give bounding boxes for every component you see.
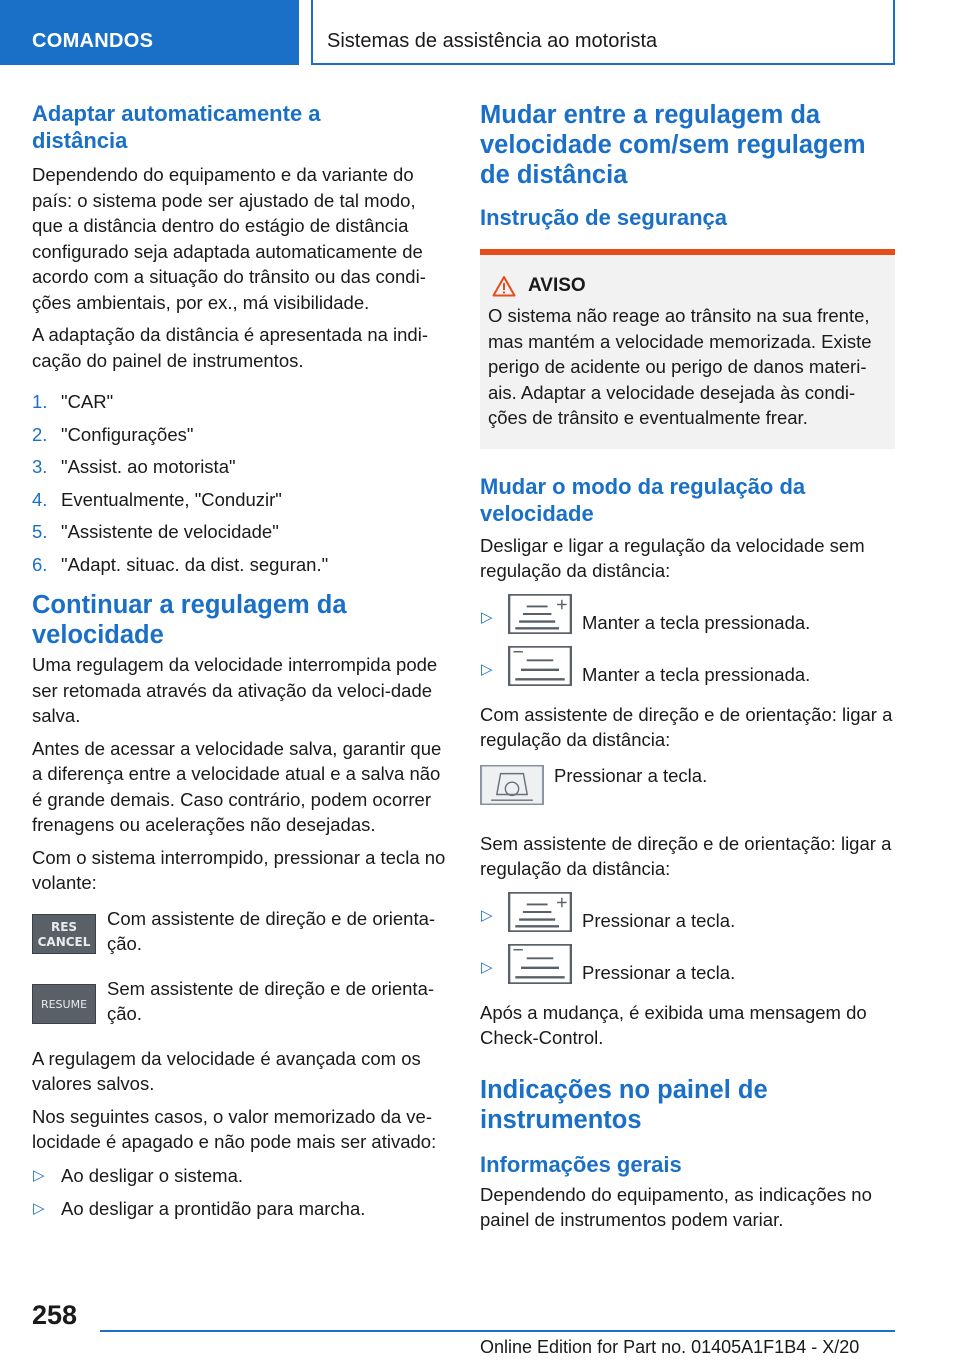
list-item: 4. Eventualmente, "Conduzir" bbox=[32, 488, 282, 510]
key-row-hold-1: ▷ Manter a tecla pressionada. bbox=[480, 594, 896, 646]
footer-divider bbox=[100, 1330, 895, 1332]
key-row-press-b: ▷ Pressionar a tecla. bbox=[480, 892, 896, 944]
key-description: Com assistente de direção e de orienta-ção. bbox=[107, 907, 436, 954]
distance-plus-key-icon bbox=[508, 892, 572, 932]
key-description: Sem assistente de direção e de orienta-ção. bbox=[107, 977, 435, 1024]
edition-note: Online Edition for Part no. 01405A1F1B4 - X/20 bbox=[480, 1337, 860, 1357]
instruction: Pressionar a tecla. bbox=[582, 961, 736, 983]
paragraph: Após a mudança, é exibida uma mensagem do Check-Control. bbox=[480, 1001, 867, 1048]
list-item: 5. "Assistente de velocidade" bbox=[32, 521, 279, 542]
resume-key-icon: RESUME bbox=[32, 984, 96, 1024]
instruction: Pressionar a tecla. bbox=[582, 909, 736, 931]
list-item: ▷ Ao desligar o sistema. bbox=[33, 1164, 244, 1186]
warning-title: AVISO bbox=[492, 275, 887, 297]
paragraph: A regulagem da velocidade é avançada com os valores salvos. bbox=[32, 1047, 421, 1094]
list-item: 2. "Configurações" bbox=[32, 423, 194, 445]
warning-text: O sistema não reage ao trânsito na sua frente, mas mantém a velocidade memorizada. Existe perigo de acidente ou perigo de danos materi-ais. Adaptar a velocidade desejada às condi-ções de trânsito e eventualmente frear. bbox=[488, 305, 872, 428]
heading-safety: Instrução de segurança bbox=[480, 205, 727, 230]
heading-general-info: Informações gerais bbox=[480, 1151, 682, 1177]
section-label: COMANDOS bbox=[32, 30, 154, 52]
key-row-press-c: ▷ Pressionar a tecla. bbox=[480, 944, 896, 996]
section-tab bbox=[0, 0, 299, 65]
right-column bbox=[480, 100, 896, 1233]
key-row-press-a bbox=[480, 765, 896, 831]
steps-list bbox=[32, 389, 448, 584]
paragraph: Com o sistema interrompido, pressionar a tecla no volante: bbox=[32, 846, 446, 893]
key-row-hold-2: ▷ Manter a tecla pressionada. bbox=[480, 646, 896, 698]
heading-switch-regulation: Mudar entre a regulagem da velocidade com/sem regulagem de distância bbox=[480, 101, 866, 189]
distance-minus-key-icon bbox=[508, 646, 572, 686]
heading-instrument-display: Indicações no painel de instrumentos bbox=[480, 1075, 768, 1134]
paragraph: Nos seguintes casos, o valor memorizado da ve-locidade é apagado e não pode mais ser ativado: bbox=[32, 1105, 437, 1152]
heading-change-mode: Mudar o modo da regulação da velocidade bbox=[480, 473, 806, 526]
bullet-list bbox=[32, 1163, 448, 1222]
distance-plus-key-icon bbox=[508, 594, 572, 634]
paragraph: A adaptação da distância é apresentada na indi-cação do painel de instrumentos. bbox=[32, 324, 428, 371]
instruction: Manter a tecla pressionada. bbox=[582, 663, 811, 685]
paragraph: Com assistente de direção e de orientação: ligar a regulação da distância: bbox=[480, 703, 893, 750]
paragraph: Antes de acessar a velocidade salva, garantir que a diferença entre a velocidade atual e a salva não é grande demais. Caso contrário, podem ocorrer frenagens ou acelerações não desejadas. bbox=[32, 737, 442, 835]
paragraph: Uma regulagem da velocidade interrompida pode ser retomada através da ativação da veloci-dade salva. bbox=[32, 654, 438, 726]
left-column bbox=[32, 100, 448, 1222]
paragraph: Desligar e ligar a regulação da velocidade sem regulação da distância: bbox=[480, 534, 865, 581]
warning-box bbox=[480, 249, 895, 449]
paragraph: Dependendo do equipamento e da variante do país: o sistema pode ser ajustado de tal modo, que a distância dentro do estágio de distância configurado seja adaptada automaticamente de acordo com a situação do trânsito ou das condi-ções ambientais, por ex., má visibilidade. bbox=[32, 164, 426, 313]
key-row-res-cancel bbox=[32, 906, 448, 976]
instruction: Manter a tecla pressionada. bbox=[582, 611, 811, 633]
list-item: 3. "Assist. ao motorista" bbox=[32, 456, 236, 477]
heading-continue-speed: Continuar a regulagem da velocidade bbox=[32, 591, 347, 649]
steering-assist-key-icon bbox=[480, 765, 544, 805]
paragraph: Dependendo do equipamento, as indicações no painel de instrumentos podem variar. bbox=[480, 1183, 872, 1230]
list-item: ▷ Ao desligar a prontidão para marcha. bbox=[33, 1198, 366, 1219]
distance-minus-key-icon bbox=[508, 944, 572, 984]
chapter-box bbox=[311, 0, 895, 65]
warning-triangle-icon bbox=[492, 275, 516, 297]
heading-adapt-distance: Adaptar automaticamente a distância bbox=[32, 101, 321, 153]
list-item: 6. "Adapt. situac. da dist. seguran." bbox=[32, 553, 329, 575]
res-cancel-key-icon: RES CANCEL bbox=[32, 914, 96, 954]
key-row-resume bbox=[32, 976, 448, 1044]
page-number: 258 bbox=[32, 1300, 78, 1330]
list-item: 1. "CAR" bbox=[32, 391, 114, 412]
instruction: Pressionar a tecla. bbox=[554, 764, 708, 786]
paragraph: Sem assistente de direção e de orientação: ligar a regulação da distância: bbox=[480, 832, 892, 879]
chapter-title: Sistemas de assistência ao motorista bbox=[327, 30, 658, 52]
